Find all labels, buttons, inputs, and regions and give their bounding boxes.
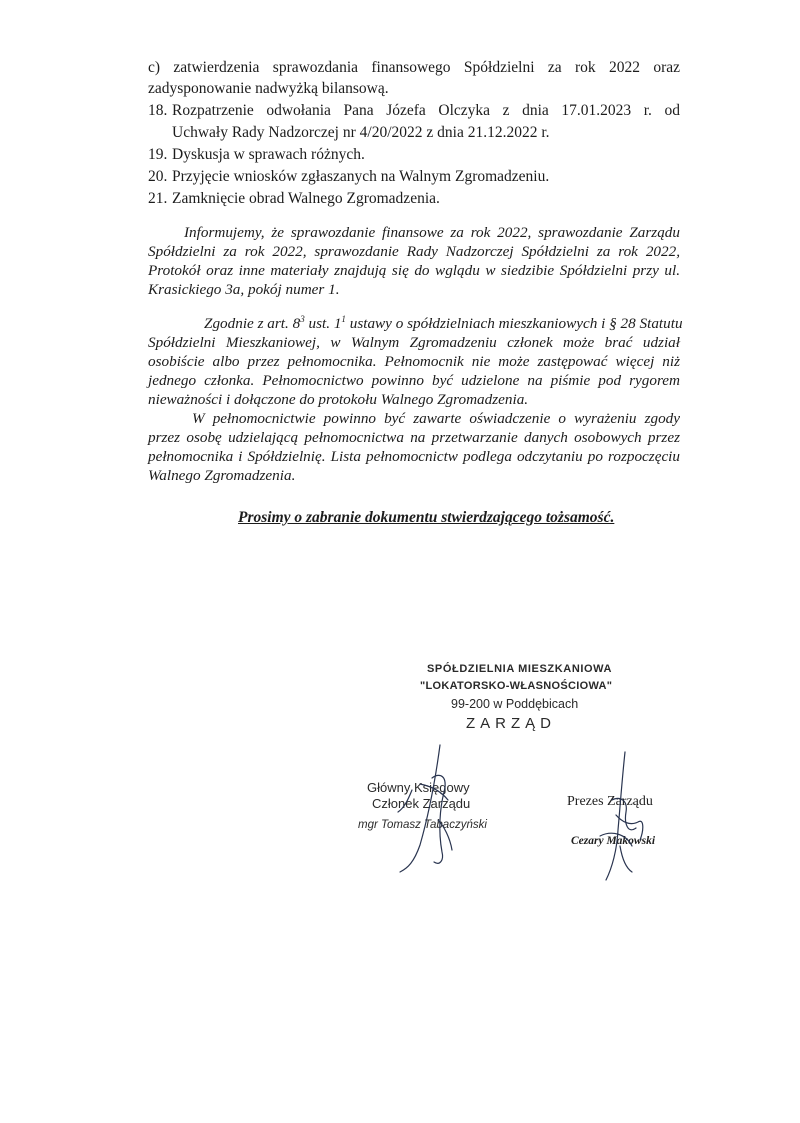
proxy-paragraph-line — [204, 314, 683, 333]
stamp-line2: "LOKATORSKO-WŁASNOŚCIOWA" — [420, 680, 613, 692]
proxy-paragraph-line: osobiście albo przez pełnomocnika. Pełnomocnik nie może zastępować więcej niż — [148, 353, 680, 370]
id-document-notice: Prosimy o zabranie dokumentu stwierdzającego tożsamość. — [238, 509, 615, 526]
accountant-role1: Główny Księgowy — [367, 780, 470, 795]
superscript: 3 — [300, 314, 305, 324]
proxy-paragraph-line: nieważności i dołączone do protokołu Walnego Zgromadzenia. — [148, 391, 529, 408]
text-run: ust. 1 — [304, 315, 342, 332]
proxy-paragraph-line: Spółdzielni Mieszkaniowej, w Walnym Zgromadzeniu członek może brać udział — [148, 334, 680, 351]
stamp-line3: 99-200 w Poddębicach — [451, 697, 579, 711]
text-run: Zgodnie z art. 8 — [204, 315, 301, 332]
text-run: ustawy o spółdzielniach mieszkaniowych i § 28 Statutu — [345, 315, 683, 332]
agenda-item-number: 19. — [148, 146, 168, 163]
president-signature — [600, 752, 643, 880]
proxy-paragraph-line: jednego członka. Pełnomocnictwo powinno być udzielone na piśmie pod rygorem — [148, 372, 680, 389]
agenda-item-text: Przyjęcie wniosków zgłaszanych na Walnym Zgromadzeniu. — [172, 168, 550, 185]
agenda-item-text: Rozpatrzenie odwołania Pana Józefa Olczyka z dnia 17.01.2023 r. od — [172, 102, 680, 119]
stamp-line4: ZARZĄD — [466, 715, 556, 732]
consent-paragraph-line: pełnomocnika i Spółdzielnię. Lista pełnomocnictw podlega odczytaniu po rozpoczęciu — [148, 448, 680, 465]
president-name: Cezary Makowski — [571, 835, 656, 847]
info-paragraph-line: Krasickiego 3a, pokój numer 1. — [148, 281, 340, 298]
superscript: 1 — [341, 314, 346, 324]
agenda-item-21 — [148, 190, 440, 208]
info-paragraph-line: Informujemy, że sprawozdanie finansowe za rok 2022, sprawozdanie Zarządu — [184, 224, 680, 241]
agenda-item-c-line2: zadysponowanie nadwyżką bilansową. — [148, 80, 389, 97]
president-role: Prezes Zarządu — [567, 794, 653, 809]
stamp-line1: SPÓŁDZIELNIA MIESZKANIOWA — [427, 663, 613, 675]
consent-paragraph-line: przez osobę udzielającą pełnomocnictwa na przetwarzanie danych osobowych przez — [148, 429, 680, 446]
consent-paragraph-line: Walnego Zgromadzenia. — [148, 467, 296, 484]
agenda-item-c-line1: c) zatwierdzenia sprawozdania finansowego Spółdzielni za rok 2022 oraz — [148, 59, 680, 76]
agenda-item-19 — [148, 146, 365, 164]
accountant-name: mgr Tomasz Tabaczyński — [358, 819, 487, 831]
agenda-item-18-line2: Uchwały Rady Nadzorczej nr 4/20/2022 z dnia 21.12.2022 r. — [172, 124, 550, 141]
agenda-item-number: 20. — [148, 168, 168, 185]
agenda-item-18 — [148, 102, 680, 120]
agenda-item-text: Zamknięcie obrad Walnego Zgromadzenia. — [172, 190, 440, 207]
agenda-item-20 — [148, 168, 549, 186]
agenda-item-number: 18. — [148, 102, 168, 119]
agenda-item-number: 21. — [148, 190, 168, 207]
agenda-item-text: Dyskusja w sprawach różnych. — [172, 146, 365, 163]
info-paragraph-line: Spółdzielni za rok 2022, sprawozdanie Rady Nadzorczej Spółdzielni za rok 2022, — [148, 243, 680, 260]
info-paragraph-line: Protokół oraz inne materiały znajdują się do wglądu w siedzibie Spółdzielni przy ul. — [148, 262, 680, 279]
accountant-role2: Członek Zarządu — [372, 796, 471, 811]
consent-paragraph-line: W pełnomocnictwie powinno być zawarte oświadczenie o wyrażeniu zgody — [192, 410, 680, 427]
